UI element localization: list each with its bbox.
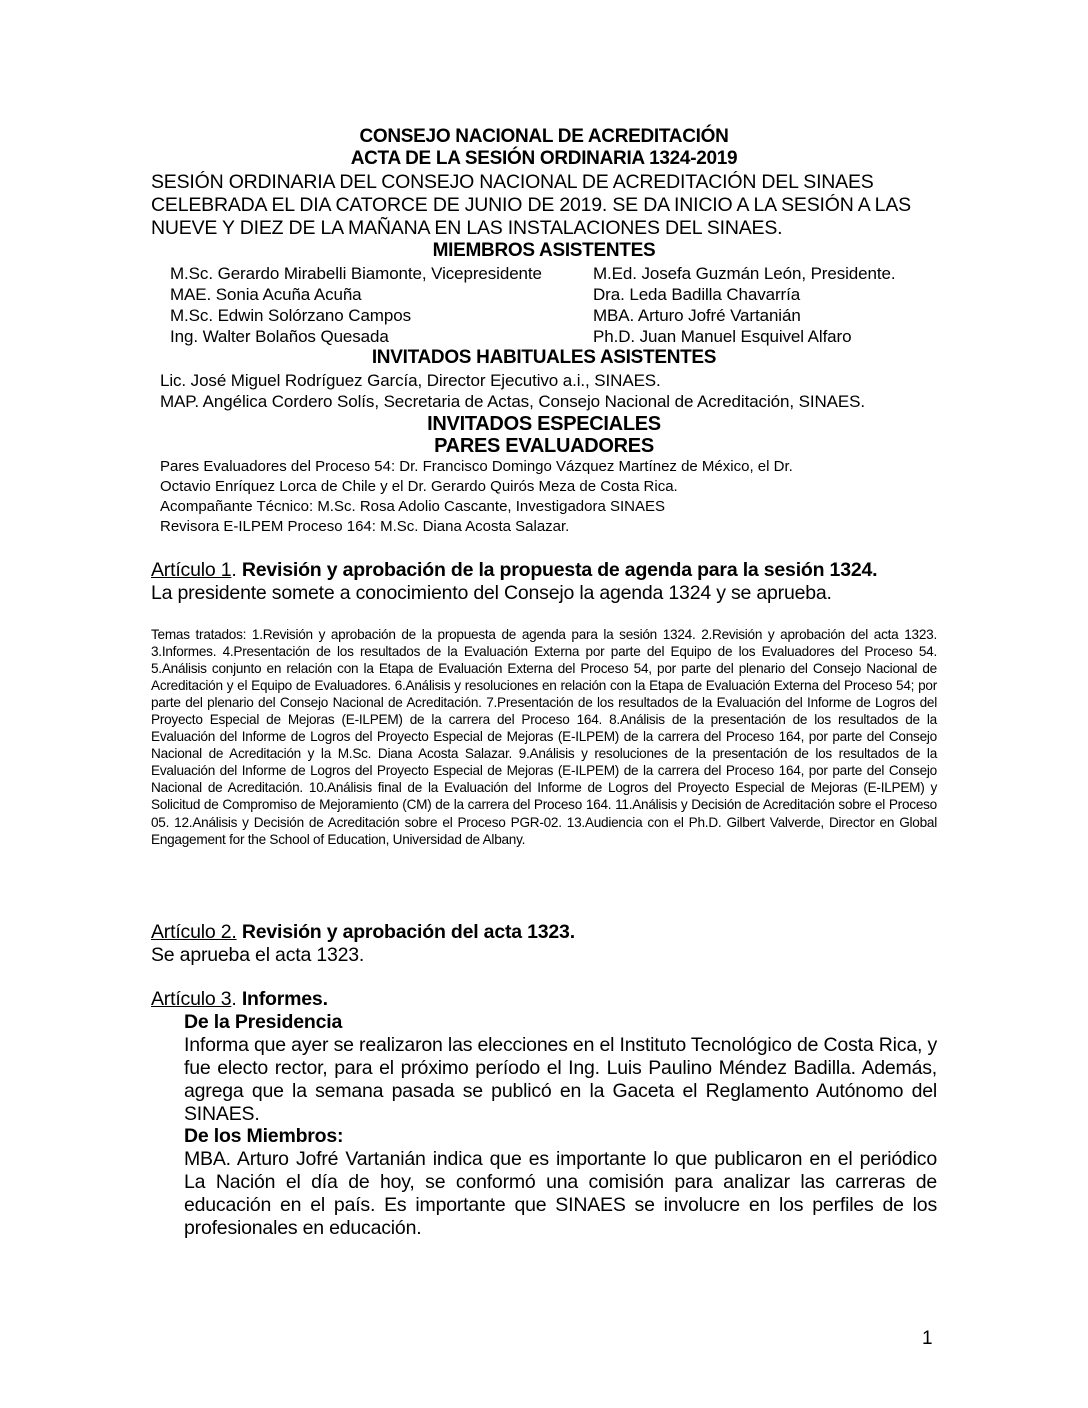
presidency-heading: De la Presidencia [184,1011,343,1033]
article-3-title: Informes. [241,988,328,1010]
member-name: M.Sc. Gerardo Mirabelli Biamonte, Vicepresidente [170,264,542,283]
member-name: M.Ed. Josefa Guzmán León, Presidente. [593,264,896,283]
article-2-label: Artículo 2. [151,921,237,943]
guest-line: Lic. José Miguel Rodríguez García, Director Ejecutivo a.i., SINAES. [160,371,661,390]
presidency-report: Informa que ayer se realizaron las elecciones en el Instituto Tecnológico de Costa Rica, y fue electo rector, para el próximo período el Ing. Luis Paulino Méndez Badilla. Además, agrega que la semana pasada se publicó en la Gaceta el Reglamento Autónomo del SINAES. [184,1034,937,1125]
members-heading: MIEMBROS ASISTENTES [432,240,656,261]
special-guest-line: Pares Evaluadores del Proceso 54: Dr. Francisco Domingo Vázquez Martínez de México, el Dr. [160,458,793,475]
article-3-label: Artículo 3 [151,988,232,1010]
member-name: M.Sc. Edwin Solórzano Campos [170,306,411,325]
member-name: MBA. Arturo Jofré Vartanián [593,306,801,325]
member-name: Ing. Walter Bolaños Quesada [170,327,389,346]
article-2-title: Revisión y aprobación del acta 1323. [241,921,575,943]
article-1-label: Artículo 1 [151,559,232,581]
special-guest-line: Octavio Enríquez Lorca de Chile y el Dr. Gerardo Quirós Meza de Costa Rica. [160,478,678,495]
special-guest-line: Acompañante Técnico: M.Sc. Rosa Adolio Cascante, Investigadora SINAES [160,498,665,515]
topics-paragraph: Temas tratados: 1.Revisión y aprobación de la propuesta de agenda para la sesión 1324. 2.Revisión y aprobación del acta 1323. 3.Informes. 4.Presentación de los resultados de la Evaluación Externa por parte del Equipo de los Evaluadores del Proceso 54. 5.Análisis conjunto en relación con la Etapa de Evaluación Externa del Proceso 54, por parte del plenario del Consejo Nacional de Acreditación y el Equipo de Evaluadores. 6.Análisis y resoluciones en relación con la Etapa de Evaluación Externa del Proceso 54; por parte del plenario del Consejo Nacional de Acreditación. 7.Presentación de los resultados de la Evaluación del Informe de Logros del Proyecto Especial de Mejoras (E-ILPEM) de la carrera del Proceso 164. 8.Análisis de la presentación de los resultados de la Evaluación del Informe de Logros del Proyecto Especial de Mejoras (E-ILPEM) de la carrera del Proceso 164, por parte del Consejo Nacional de Acreditación y la M.Sc. Diana Acosta Salazar. 9.Análisis y resoluciones de la presentación de los resultados de la Evaluación del Informe de Logros del Proyecto Especial de Mejoras (E-ILPEM) de la carrera del Proceso 164, por parte del Consejo Nacional de Acreditación. 10.Análisis final de la Evaluación del Informe de Logros del Proyecto Especial de Mejoras (E-ILPEM) y Solicitud de Compromiso de Mejoramiento (CM) de la carrera del Proceso 164. 11.Análisis y Decisión de Acreditación sobre el Proceso 05. 12.Análisis y Decisión de Acreditación sobre el Proceso PGR-02. 13.Audiencia con el Ph.D. Gilbert Valverde, Director en Global Engagement for the School of Education, Universidad de Albany. [151,627,937,847]
guest-line: MAP. Angélica Cordero Solís, Secretaria de Actas, Consejo Nacional de Acreditación, SINAES. [160,392,865,411]
member-name: Dra. Leda Badilla Chavarría [593,285,801,304]
article-1-text: La presidente somete a conocimiento del Consejo la agenda 1324 y se aprueba. [151,582,832,604]
special-guest-line: Revisora E-ILPEM Proceso 164: M.Sc. Diana Acosta Salazar. [160,518,570,535]
article-2-heading [151,921,575,944]
article-3-separator: . [231,988,242,1010]
session-intro [151,171,937,240]
member-name: Ph.D. Juan Manuel Esquivel Alfaro [593,327,852,346]
article-1-title: Revisión y aprobación de la propuesta de agenda para la sesión 1324. [241,559,878,581]
evaluators-heading: PARES EVALUADORES [434,435,654,457]
article-1-separator: . [231,559,242,581]
article-1-heading [151,559,877,582]
habitual-guests-heading: INVITADOS HABITUALES ASISTENTES [371,347,717,368]
page-number: 1 [922,1328,933,1349]
intro-line: CELEBRADA EL DIA CATORCE DE JUNIO DE 2019. SE DA INICIO A LA SESIÓN A LAS [151,194,911,216]
members-report: MBA. Arturo Jofré Vartanián indica que es importante lo que publicaron en el periódico La Nación el día de hoy, se conformó una comisión para analizar las carreras de educación en el país. Es importante que SINAES se involucre en los perfiles de los profesionales en educación. [184,1148,937,1239]
session-title: ACTA DE LA SESIÓN ORDINARIA 1324-2019 [350,148,738,169]
intro-line: SESIÓN ORDINARIA DEL CONSEJO NACIONAL DE ACREDITACIÓN DEL SINAES [151,171,874,193]
intro-line: NUEVE Y DIEZ DE LA MAÑANA EN LAS INSTALACIONES DEL SINAES. [151,217,783,239]
members-report-heading: De los Miembros: [184,1125,344,1147]
document-title: CONSEJO NACIONAL DE ACREDITACIÓN [359,126,729,147]
article-2-text: Se aprueba el acta 1323. [151,944,365,966]
member-name: MAE. Sonia Acuña Acuña [170,285,362,304]
article-3-heading [151,988,328,1011]
special-guests-heading: INVITADOS ESPECIALES [427,413,661,435]
